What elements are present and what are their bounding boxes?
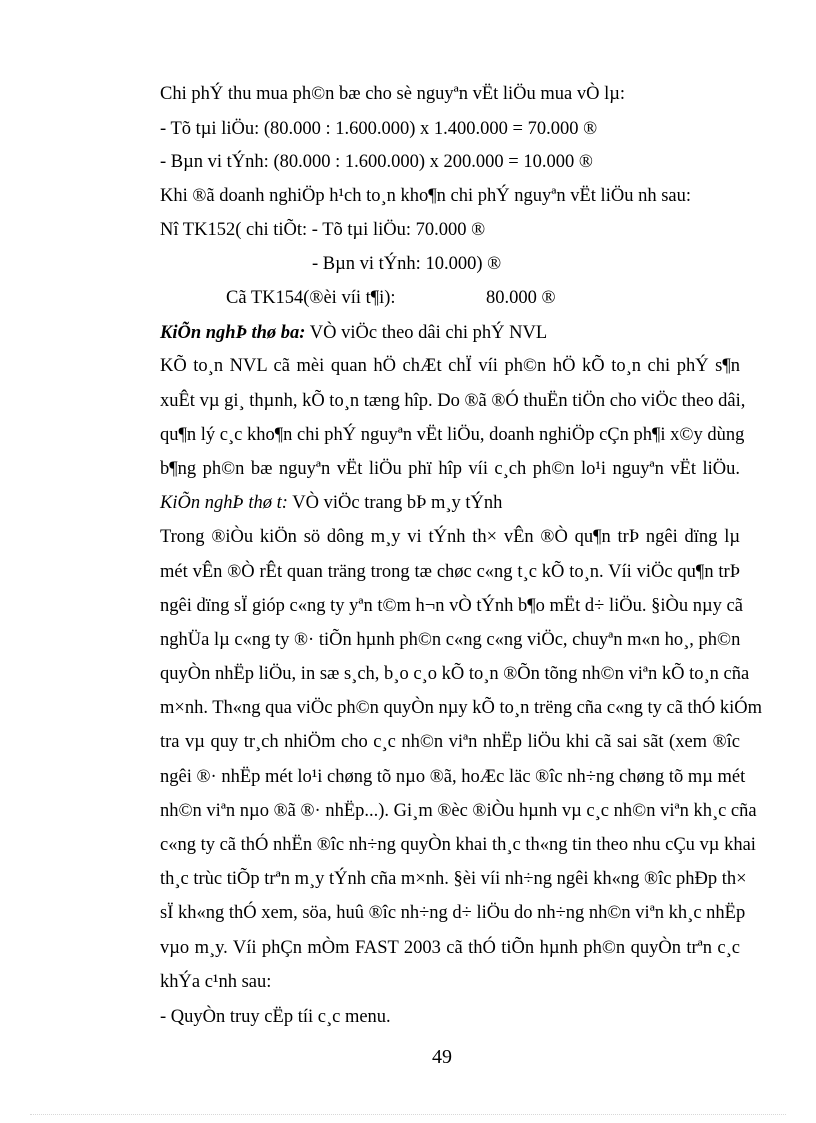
paragraph-line: c«ng ty cã thÓ nhËn ®îc nh÷ng quyÒn khai th¸c th«ng tin theo nhu cÇu vµ khai bbox=[160, 835, 756, 855]
paragraph-line: KÕ to¸n NVL cã mèi quan hÖ chÆt chÏ víi ph©n hÖ kÕ to¸n chi phÝ s¶n bbox=[160, 356, 740, 376]
text-line: Nî TK152( chi tiÕt: - Tõ tµi liÖu: 70.000 ® bbox=[160, 220, 486, 240]
section-heading bbox=[160, 494, 502, 513]
paragraph-line: th¸c trùc tiÕp trªn m¸y tÝnh cña m×nh. §èi víi nh÷ng ngêi kh«ng ®îc phÐp th× bbox=[160, 869, 747, 889]
paragraph-line: tra vµ quy tr¸ch nhiÖm cho c¸c nh©n viªn nhËp liÖu khi cã sai sãt (xem ®îc bbox=[160, 732, 740, 752]
text-line: - Bµn vi tÝnh: (80.000 : 1.600.000) x 200.000 = 10.000 ® bbox=[160, 152, 593, 172]
text-line: Cã TK154(®èi víi t¶i): bbox=[226, 288, 396, 308]
paragraph-line: nh©n viªn nµo ®ã ®· nhËp...). Gi¸m ®èc ®iÒu hµnh vµ c¸c nh©n viªn kh¸c cña bbox=[160, 801, 757, 821]
paragraph-line: quyÒn nhËp liÖu, in sæ s¸ch, b¸o c¸o kÕ to¸n ®Õn tõng nh©n viªn kÕ to¸n cña bbox=[160, 664, 750, 684]
paragraph-line: qu¶n lý c¸c kho¶n chi phÝ nguyªn vËt liÖu, doanh nghiÖp cÇn ph¶i x©y dùng bbox=[160, 425, 745, 445]
heading-text: VÒ viÖc trang bÞ m¸y tÝnh bbox=[287, 493, 503, 513]
paragraph-line: m×nh. Th«ng qua viÖc ph©n quyÒn nµy kÕ to¸n trëng cña c«ng ty cã thÓ kiÓm bbox=[160, 698, 763, 718]
text-line: 80.000 ® bbox=[486, 288, 556, 308]
paragraph-line: ngêi ®· nhËp mét lo¹i chøng tõ nµo ®ã, hoÆc läc ®îc nh÷ng chøng tõ mµ mét bbox=[160, 767, 746, 787]
paragraph-line: mét vÊn ®Ò rÊt quan träng trong tæ chøc c«ng t¸c kÕ to¸n. Víi viÖc qu¶n trÞ bbox=[160, 562, 740, 582]
heading-label: KiÕn nghÞ thø ba: bbox=[160, 323, 306, 343]
heading-text: VÒ viÖc theo dâi chi phÝ NVL bbox=[305, 323, 548, 343]
paragraph-line: nghÜa lµ c«ng ty ®· tiÕn hµnh ph©n c«ng c«ng viÖc, chuyªn m«n ho¸, ph©n bbox=[160, 630, 741, 650]
heading-label: KiÕn nghÞ thø t: bbox=[160, 493, 288, 513]
text-line: Chi phÝ thu mua ph©n bæ cho sè nguyªn vËt liÖu mua vÒ lµ: bbox=[160, 84, 626, 104]
text-line: - QuyÒn truy cËp tíi c¸c menu. bbox=[160, 1007, 391, 1027]
page-number: 49 bbox=[432, 1046, 452, 1068]
paragraph-line: ngêi dïng sÏ gióp c«ng ty yªn t©m h¬n vÒ tÝnh b¶o mËt d÷ liÖu. §iÒu nµy cã bbox=[160, 596, 743, 616]
paragraph-line: xuÊt vµ gi¸ thµnh, kÕ to¸n tæng hîp. Do ®ã ®Ó thuËn tiÖn cho viÖc theo dâi, bbox=[160, 391, 746, 411]
page-bottom-divider bbox=[30, 1114, 786, 1115]
paragraph-line: Trong ®iÒu kiÖn sö dông m¸y vi tÝnh th× vÊn ®Ò qu¶n trÞ ngêi dïng lµ bbox=[160, 527, 740, 547]
text-line: Khi ®ã doanh nghiÖp h¹ch to¸n kho¶n chi phÝ nguyªn vËt liÖu nh sau: bbox=[160, 186, 691, 206]
text-line: - Bµn vi tÝnh: 10.000) ® bbox=[312, 254, 502, 274]
paragraph-line: b¶ng ph©n bæ nguyªn vËt liÖu phï hîp víi c¸ch ph©n lo¹i nguyªn vËt liÖu. bbox=[160, 459, 740, 479]
text-line: - Tõ tµi liÖu: (80.000 : 1.600.000) x 1.400.000 = 70.000 ® bbox=[160, 119, 598, 139]
paragraph-line: khÝa c¹nh sau: bbox=[160, 972, 272, 992]
section-heading bbox=[160, 324, 547, 343]
paragraph-line: sÏ kh«ng thÓ xem, söa, huû ®îc nh÷ng d÷ liÖu do nh÷ng nh©n viªn kh¸c nhËp bbox=[160, 903, 746, 923]
paragraph-line: vµo m¸y. Víi phÇn mÒm FAST 2003 cã thÓ tiÕn hµnh ph©n quyÒn trªn c¸c bbox=[160, 938, 740, 958]
